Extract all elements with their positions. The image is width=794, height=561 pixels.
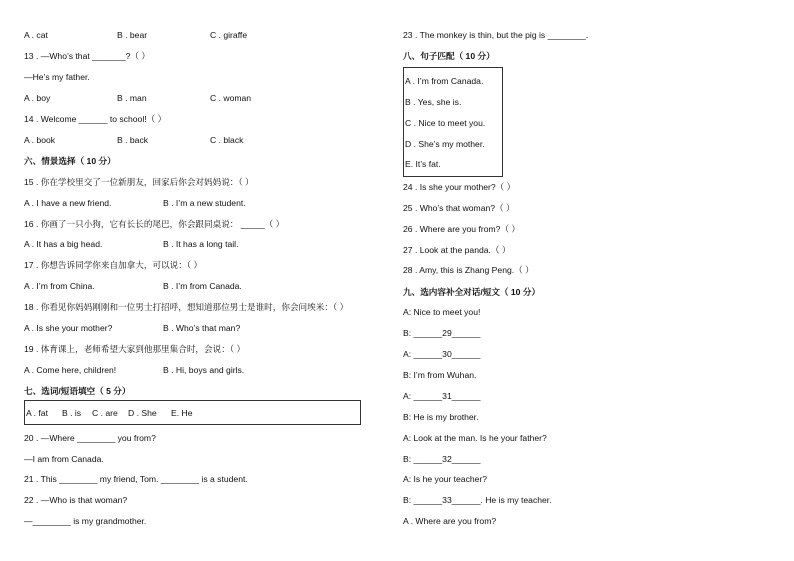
q20-answer: —I am from Canada. <box>24 454 104 464</box>
q13-answer: —He’s my father. <box>24 72 90 82</box>
q13-option-c[interactable]: C . woman <box>210 93 252 103</box>
q18-question: 18 . 你看见你妈妈刚刚和一位男士打招呼，想知道那位男士是谁时，你会问埃米：（ ） <box>24 302 349 312</box>
q14-option-c[interactable]: C . black <box>210 135 244 145</box>
q26-question: 26 . Where are you from?（ ） <box>403 224 521 234</box>
q17-question: 17 . 你想告诉同学你来自加拿大，可以说：（ ） <box>24 260 203 270</box>
section-8-heading: 八、句子匹配（ 10 分） <box>403 51 495 61</box>
q15-question: 15 . 你在学校里交了一位新朋友，回家后你会对妈妈说：（ ） <box>24 177 254 187</box>
q15-option-a[interactable]: A . I have a new friend. <box>24 198 112 208</box>
q19-question: 19 . 体育课上，老师希望大家到他那里集合时，会说：（ ） <box>24 344 246 354</box>
q19-option-a[interactable]: A . Come here, children! <box>24 365 117 375</box>
q18-option-b[interactable]: B . Who’s that man? <box>163 323 241 333</box>
q20-question: 20 . —Where ________ you from? <box>24 433 156 443</box>
q18-option-a[interactable]: A . Is she your mother? <box>24 323 113 333</box>
q14-option-a[interactable]: A . book <box>24 135 56 145</box>
q13-question: 13 . —Who’s that _______?（ ） <box>24 51 150 61</box>
q21-question: 21 . This ________ my friend, Tom. ________ is a student. <box>24 474 248 484</box>
match-option-e: E. It’s fat. <box>405 159 441 169</box>
dialog-line: A: Is he your teacher? <box>403 474 488 484</box>
dialog-line: B: ______32______ <box>403 454 481 464</box>
word-bank-item: A . fat <box>26 408 48 418</box>
word-bank-item: B . is <box>62 408 82 418</box>
q12-option-b[interactable]: B . bear <box>117 30 148 40</box>
q12-option-c[interactable]: C . giraffe <box>210 30 248 40</box>
section-7-heading: 七、选词/短语填空（ 5 分） <box>24 386 131 396</box>
match-option-b: B . Yes, she is. <box>405 97 462 107</box>
q16-question: 16 . 你画了一只小狗，它有长长的尾巴，你会跟同桌说： _____（ ） <box>24 219 285 229</box>
q13-option-a[interactable]: A . boy <box>24 93 51 103</box>
dialog-line: B: He is my brother. <box>403 412 479 422</box>
q27-question: 27 . Look at the panda.（ ） <box>403 245 511 255</box>
q16-option-a[interactable]: A . It has a big head. <box>24 239 103 249</box>
dialog-option-a[interactable]: A . Where are you from? <box>403 516 497 526</box>
dialog-line: B: ______33______. He is my teacher. <box>403 495 552 505</box>
dialog-line: B: ______29______ <box>403 328 481 338</box>
match-option-d: D . She’s my mother. <box>405 139 485 149</box>
q14-question: 14 . Welcome ______ to school!（ ） <box>24 114 167 124</box>
dialog-line: A: Nice to meet you! <box>403 307 481 317</box>
dialog-line: A: ______31______ <box>403 391 481 401</box>
q22-answer: —________ is my grandmother. <box>24 516 147 526</box>
dialog-line: A: ______30______ <box>403 349 481 359</box>
section-9-heading: 九、选内容补全对话/短文（ 10 分） <box>403 287 541 297</box>
match-option-c: C . Nice to meet you. <box>405 118 486 128</box>
q14-option-b[interactable]: B . back <box>117 135 149 145</box>
word-bank-item: D . She <box>128 408 157 418</box>
q15-option-b[interactable]: B . I’m a new student. <box>163 198 246 208</box>
q22-question: 22 . —Who is that woman? <box>24 495 128 505</box>
q19-option-b[interactable]: B . Hi, boys and girls. <box>163 365 245 375</box>
word-bank-item: C . are <box>92 408 118 418</box>
q16-option-b[interactable]: B . It has a long tail. <box>163 239 239 249</box>
q12-option-a[interactable]: A . cat <box>24 30 48 40</box>
q17-option-b[interactable]: B . I’m from Canada. <box>163 281 242 291</box>
q28-question: 28 . Amy, this is Zhang Peng.（ ） <box>403 265 534 275</box>
q25-question: 25 . Who’s that woman?（ ） <box>403 203 515 213</box>
word-bank-item: E. He <box>171 408 193 418</box>
dialog-line: A: Look at the man. Is he your father? <box>403 433 547 443</box>
q13-option-b[interactable]: B . man <box>117 93 147 103</box>
section-6-heading: 六、情景选择（ 10 分） <box>24 156 116 166</box>
word-bank-box <box>24 400 361 425</box>
match-options-box <box>403 67 503 177</box>
q17-option-a[interactable]: A . I’m from China. <box>24 281 95 291</box>
dialog-line: B: I’m from Wuhan. <box>403 370 477 380</box>
q24-question: 24 . Is she your mother?（ ） <box>403 182 516 192</box>
match-option-a: A . I’m from Canada. <box>405 76 484 86</box>
q23-question: 23 . The monkey is thin, but the pig is ________. <box>403 30 589 40</box>
